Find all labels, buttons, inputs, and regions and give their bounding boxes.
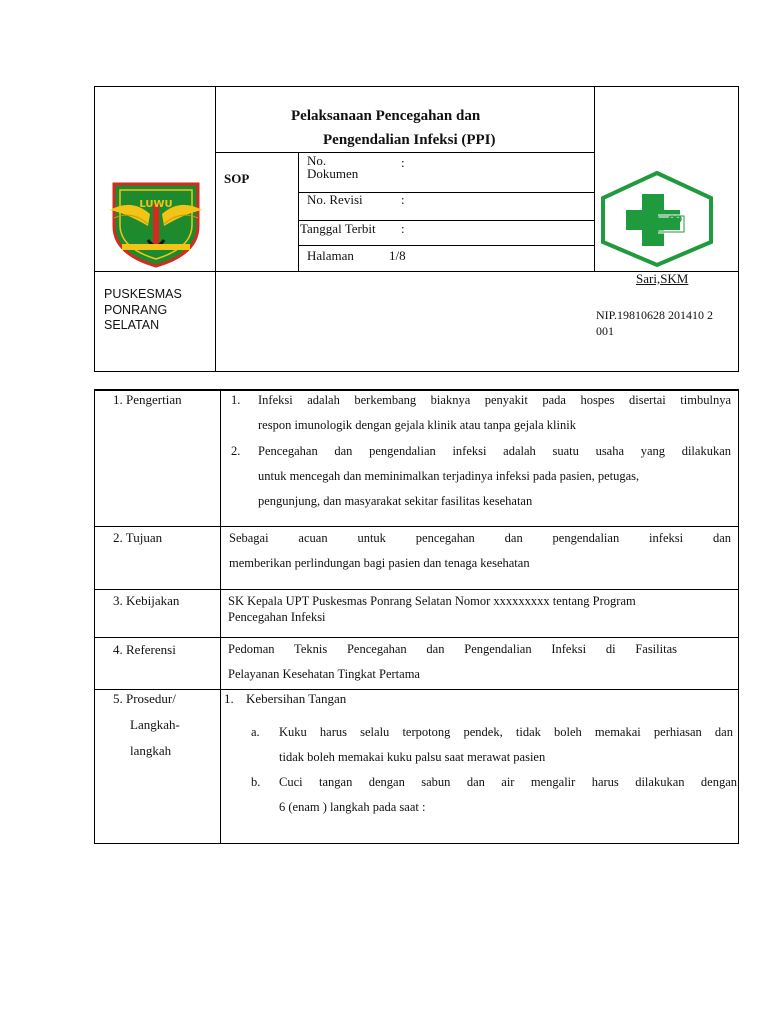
section-label-prosedur: 5. Prosedur/ — [113, 691, 176, 706]
puskesmas-cross-icon — [600, 170, 714, 268]
list-item-text: Kuku harus selalu terpotong pendek, tidak boleh memakai perhiasan dan — [279, 725, 733, 739]
list-item-num: 2. — [231, 444, 241, 458]
list-item-text: Pencegahan dan pengendalian infeksi adalah suatu usaha yang dilakukan — [258, 444, 731, 458]
field-tanggal-terbit-colon: : — [401, 221, 405, 236]
list-item-num: b. — [251, 775, 261, 789]
list-item-text: Infeksi adalah berkembang biaknya penyakit pada hospes disertai timbulnya — [258, 393, 731, 407]
section-text: Pelayanan Kesehatan Tingkat Pertama — [228, 667, 420, 681]
field-dokumen: Dokumen — [307, 166, 359, 181]
section-text: Sebagai acuan untuk pencegahan dan pengendalian infeksi dan — [229, 531, 731, 545]
list-item-num: a. — [251, 725, 260, 739]
list-item-text: respon imunologik dengan gejala klinik atau tanpa gejala klinik — [258, 418, 576, 432]
section-label-referensi: 4. Referensi — [113, 642, 176, 657]
signer-nip-line1: NIP.19810628 201410 2 — [596, 308, 714, 322]
luwu-regency-crest-icon — [104, 180, 208, 268]
section-label-prosedur: langkah — [130, 743, 172, 758]
svg-text:LUWU: LUWU — [139, 199, 173, 210]
signer-name: Sari,SKM — [636, 271, 689, 286]
document-title-line1: Pelaksanaan Pencegahan dan — [291, 108, 481, 124]
org-name-line3: SELATAN — [104, 318, 160, 332]
list-item-text: untuk mencegah dan meminimalkan terjadinya infeksi pada pasien, petugas, — [258, 469, 640, 483]
procedure-heading-num: 1. — [224, 691, 234, 706]
field-no-revisi-colon: : — [401, 192, 405, 207]
section-label-pengertian: 1. Pengertian — [113, 392, 182, 407]
org-name-line1: PUSKESMAS — [104, 287, 182, 301]
field-halaman: Halaman — [307, 248, 354, 263]
field-no-revisi: No. Revisi — [307, 192, 363, 207]
list-item-text: tidak boleh memakai kuku palsu saat merawat pasien — [279, 750, 546, 764]
list-item-text: Cuci tangan dengan sabun dan air mengalir harus dilakukan dengan — [279, 775, 737, 789]
field-halaman-value: 1/8 — [389, 248, 406, 263]
section-label-kebijakan: 3. Kebijakan — [113, 593, 180, 608]
section-text: Pencegahan Infeksi — [228, 610, 326, 624]
section-label-tujuan: 2. Tujuan — [113, 530, 163, 545]
section-text: SK Kepala UPT Puskesmas Ponrang Selatan Nomor xxxxxxxxx tentang Program — [228, 594, 636, 608]
list-item-num: 1. — [231, 393, 241, 407]
document-title-line2: Pengendalian Infeksi (PPI) — [323, 132, 496, 148]
section-text: memberikan perlindungan bagi pasien dan tenaga kesehatan — [229, 556, 530, 570]
section-label-prosedur: Langkah- — [130, 717, 180, 732]
signer-nip-line2: 001 — [596, 324, 614, 338]
org-name-line2: PONRANG — [104, 303, 168, 317]
field-no-dokumen-colon: : — [401, 155, 405, 170]
procedure-heading: Kebersihan Tangan — [246, 691, 347, 706]
list-item-text: pengunjung, dan masyarakat sekitar fasilitas kesehatan — [258, 494, 533, 508]
sop-label: SOP — [224, 171, 250, 186]
section-text: Pedoman Teknis Pencegahan dan Pengendalian Infeksi di Fasilitas — [228, 642, 677, 656]
field-no-dokumen: No. — [307, 153, 327, 168]
list-item-text: 6 (enam ) langkah pada saat : — [279, 800, 426, 814]
field-tanggal-terbit: Tanggal Terbit — [300, 221, 376, 236]
